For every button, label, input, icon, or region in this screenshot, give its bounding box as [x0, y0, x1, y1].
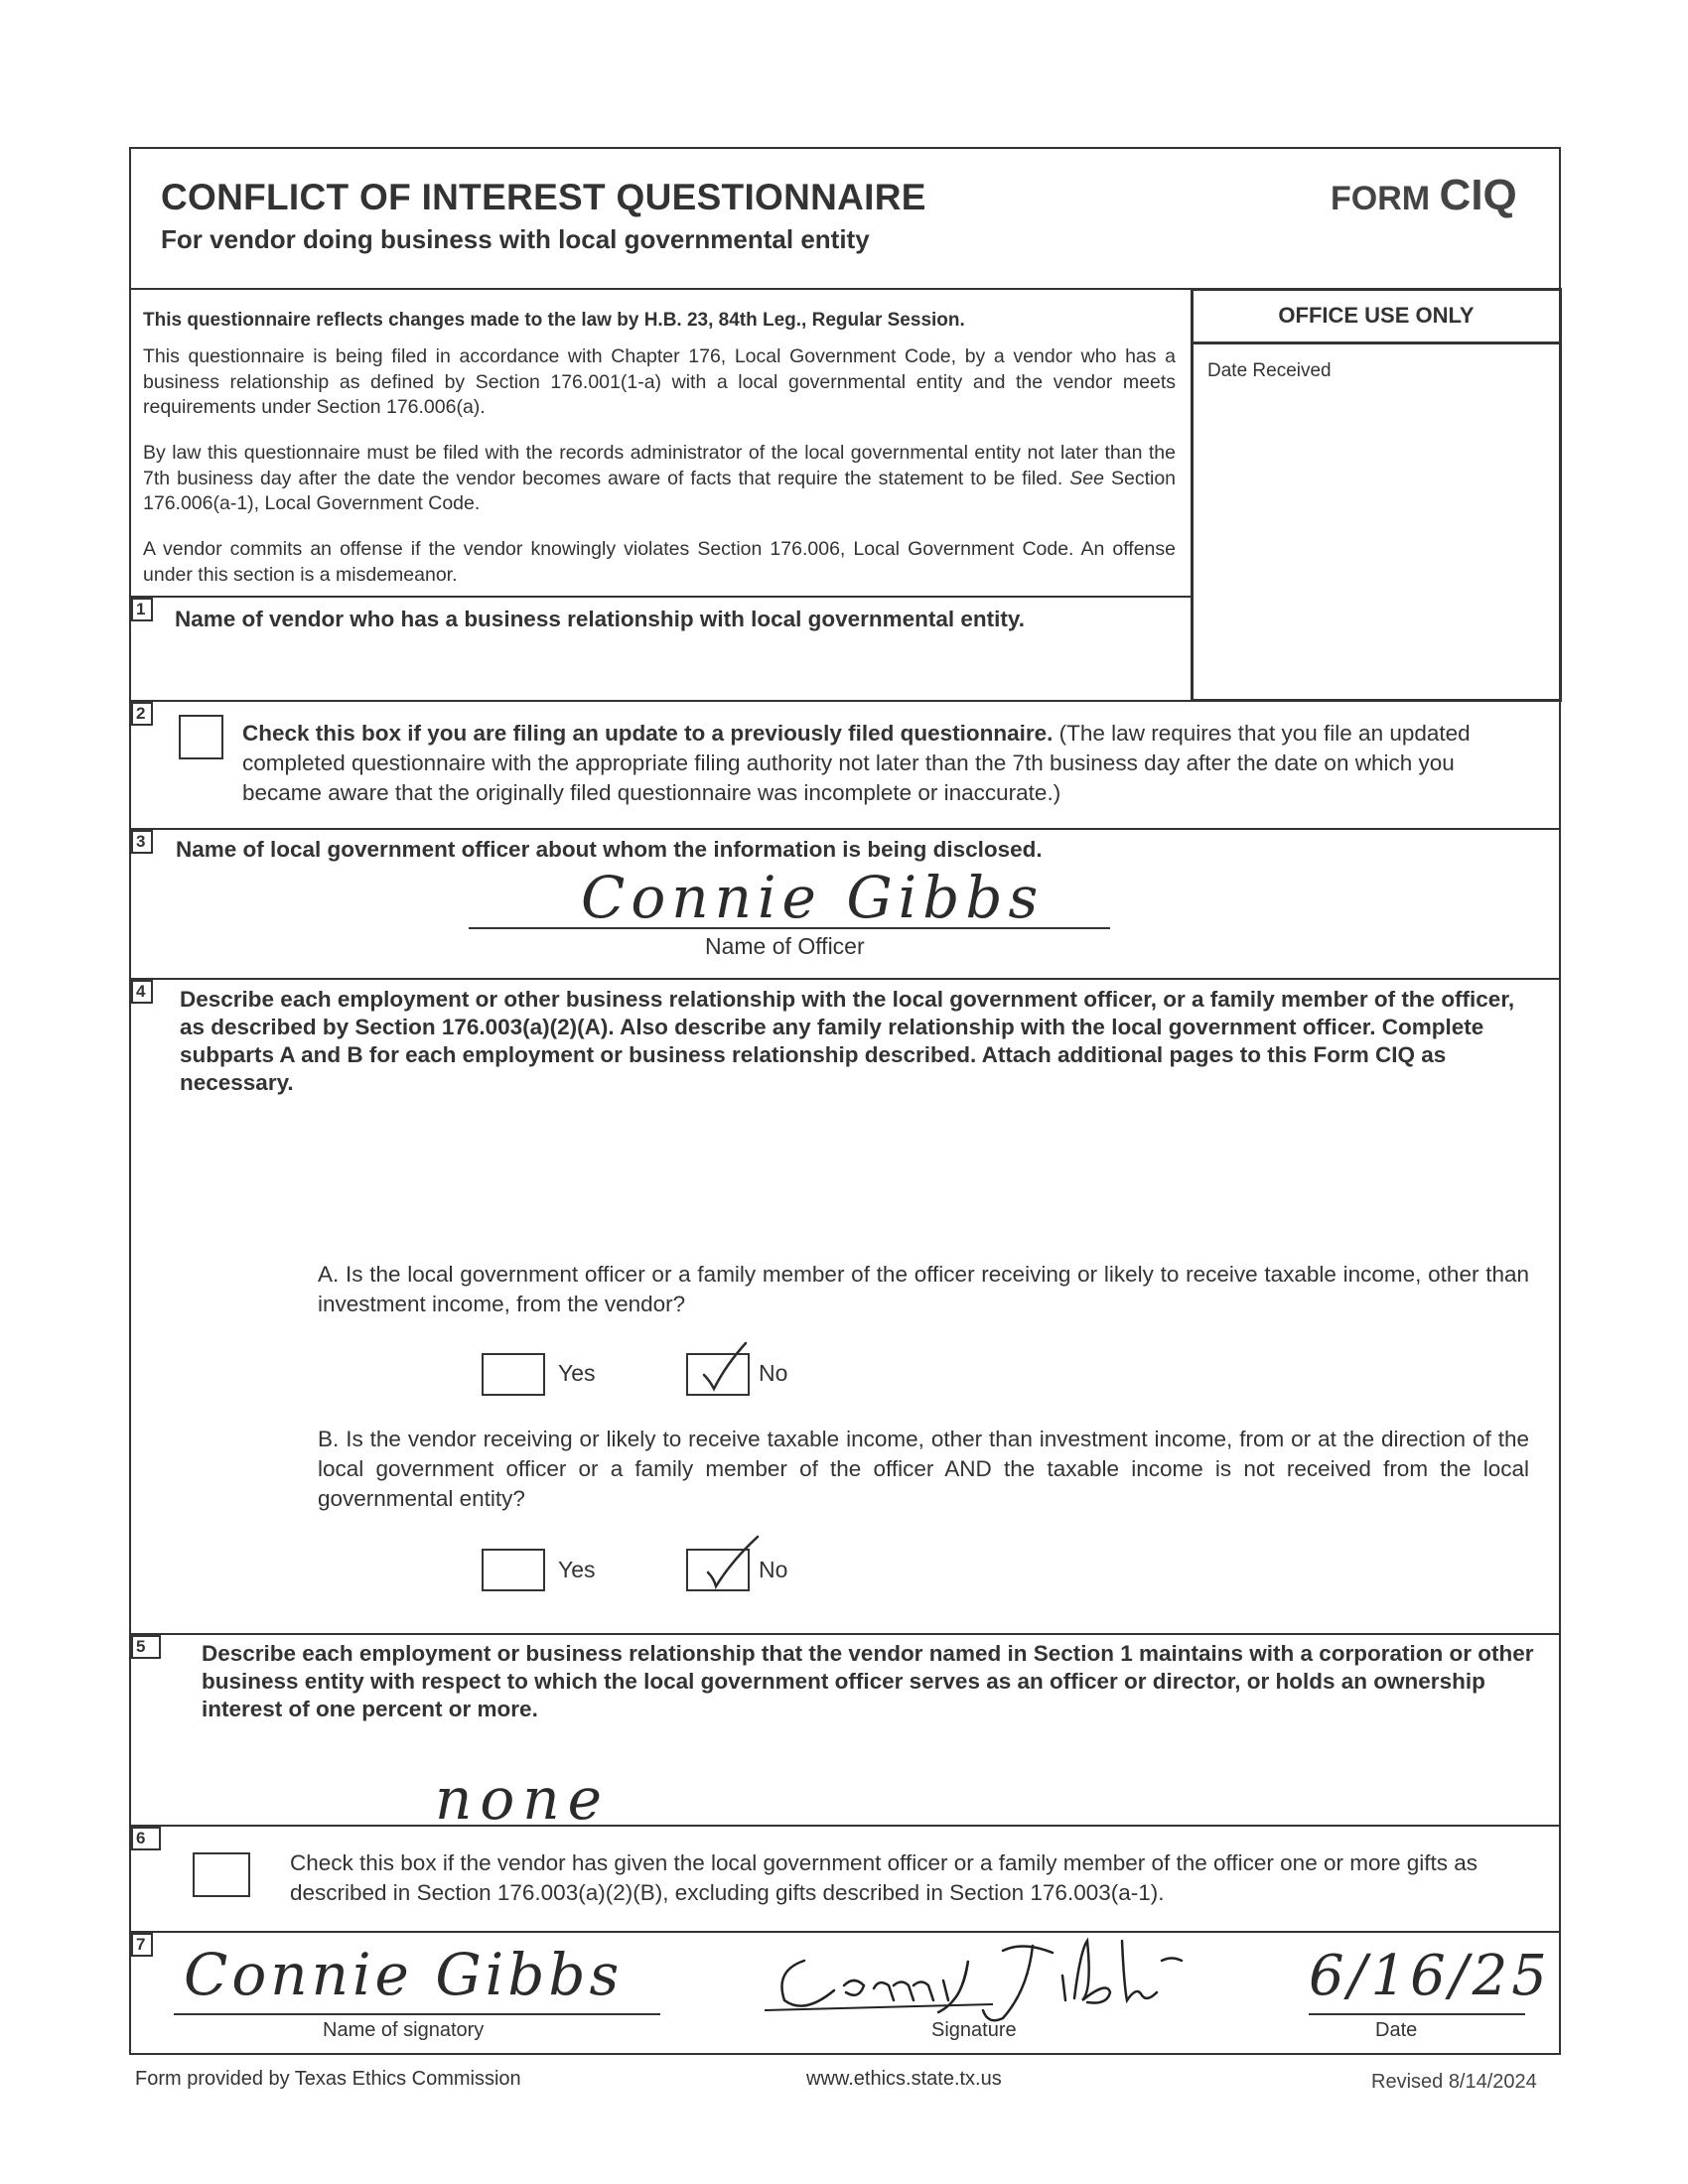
question-b-no-checkbox[interactable]	[686, 1549, 750, 1591]
form-subtitle: For vendor doing business with local governmental entity	[161, 224, 870, 254]
section-4-number: 4	[131, 980, 153, 1004]
signatory-line	[174, 2013, 660, 2015]
question-b-yes-checkbox[interactable]	[482, 1549, 545, 1591]
question-a-yes-label: Yes	[558, 1360, 596, 1386]
question-a-no-label: No	[759, 1360, 788, 1386]
section-2-heading: Check this box if you are filing an update to a previously filed questionnaire.	[242, 721, 1054, 746]
section-4-heading: Describe each employment or other business relationship with the local government officer, or a family member of the officer, as described by Section 176.003(a)(2)(A). Also describe any family relationship with the local government officer. Complete subparts A and B for each employment or business relationship described. Attach additional pages to this Form CIQ as necessary.	[180, 987, 1515, 1095]
question-b-text: B. Is the vendor receiving or likely to receive taxable income, other than investment income, from or at the direction of the local government officer or a family member of the officer AND the taxable income is not received from the local governmental entity?	[318, 1427, 1529, 1511]
question-b-yes-label: Yes	[558, 1557, 596, 1582]
section-3-bottom-line	[129, 978, 1561, 980]
date-handwritten: 6/16/25	[1309, 1944, 1551, 2008]
officer-name-handwritten: Connie Gibbs	[581, 864, 1045, 931]
question-a-text: A. Is the local government officer or a family member of the officer receiving or likely to receive taxable income, other than investment income, from the vendor?	[318, 1262, 1529, 1316]
section-3-number: 3	[131, 830, 153, 854]
question-a-yes-checkbox[interactable]	[482, 1353, 545, 1396]
date-received-label: Date Received	[1207, 360, 1332, 381]
section-1-heading: Name of vendor who has a business relationship with local governmental entity.	[175, 607, 1026, 631]
question-a-no-checkbox[interactable]	[686, 1353, 750, 1396]
form-code-label	[1331, 171, 1517, 220]
intro-paragraph-1: This questionnaire is being filed in accordance with Chapter 176, Local Government Code, by a vendor who has a business relationship as defined by Section 176.001(1-a) with a local governmental entity and the vendor meets requirements under Section 176.006(a).	[143, 345, 1176, 418]
section-2-body: (The law requires that you file an updated completed questionnaire with the appropriate filing authority not later than the 7th business day after the date on which you became aware that the originally filed questionnaire was incomplete or inaccurate.)	[242, 721, 1471, 805]
section-2-text	[242, 719, 1523, 808]
section-6-text: Check this box if the vendor has given the local government officer or a family member of the officer one or more gifts as described in Section 176.003(a)(2)(B), excluding gifts described in Section 176.003(a-1).	[290, 1850, 1478, 1905]
section-1-number: 1	[131, 598, 153, 621]
intro-paragraph-2	[143, 441, 1176, 517]
intro-paragraph-2a: By law this questionnaire must be filed with the records administrator of the local governmental entity not later than the 7th business day after the date the vendor becomes aware of facts that require the statement to be filed.	[143, 442, 1176, 489]
section-5-number: 5	[131, 1635, 161, 1659]
signatory-label: Name of signatory	[323, 2019, 485, 2041]
officer-name-line	[469, 927, 1110, 929]
section-3-heading: Name of local government officer about whom the information is being disclosed.	[176, 837, 1043, 862]
signatory-name-handwritten: Connie Gibbs	[184, 1941, 624, 2008]
footer-website[interactable]: www.ethics.state.tx.us	[806, 2068, 1002, 2090]
gifts-checkbox[interactable]	[193, 1852, 250, 1897]
footer-revision: Revised 8/14/2024	[1371, 2071, 1537, 2093]
footer-provider: Form provided by Texas Ethics Commission	[135, 2068, 521, 2090]
section-5-bottom-line	[129, 1825, 1561, 1827]
date-label: Date	[1375, 2019, 1418, 2041]
officer-name-label: Name of Officer	[705, 933, 865, 959]
intro-paragraph-2b: Section 176.006(a-1), Local Government Code.	[143, 467, 1177, 514]
intro-paragraph-3: A vendor commits an offense if the vendor knowingly violates Section 176.006, Local Government Code. An offense under this section is a misdemeanor.	[143, 538, 1176, 586]
section-6-number: 6	[131, 1827, 161, 1850]
section-2-number: 2	[131, 702, 153, 726]
section-1-bottom-line	[129, 700, 1561, 702]
intro-law-change: This questionnaire reflects changes made to the law by H.B. 23, 84th Leg., Regular Session.	[143, 310, 965, 331]
office-use-title: OFFICE USE ONLY	[1194, 291, 1559, 344]
update-filing-checkbox[interactable]	[179, 715, 223, 759]
date-line	[1309, 2013, 1525, 2015]
form-label-prefix: FORM	[1331, 180, 1431, 217]
form-label-code: CIQ	[1439, 171, 1517, 219]
intro-see: See	[1069, 467, 1104, 489]
signature-image	[765, 1931, 1231, 2030]
office-use-box	[1191, 288, 1562, 702]
section-5-handwritten-answer: none	[435, 1765, 610, 1833]
signature-label: Signature	[931, 2019, 1017, 2041]
section-4-bottom-line	[129, 1633, 1561, 1635]
section-7-number: 7	[131, 1933, 153, 1957]
section-2-bottom-line	[129, 828, 1561, 830]
question-b-no-label: No	[759, 1557, 788, 1582]
section-1-top-line	[129, 596, 1191, 598]
form-title: CONFLICT OF INTEREST QUESTIONNAIRE	[161, 177, 926, 217]
section-5-heading: Describe each employment or business relationship that the vendor named in Section 1 maintains with a corporation or other business entity with respect to which the local government officer serves as an officer or director, or holds an ownership interest of one percent or more.	[202, 1641, 1534, 1721]
